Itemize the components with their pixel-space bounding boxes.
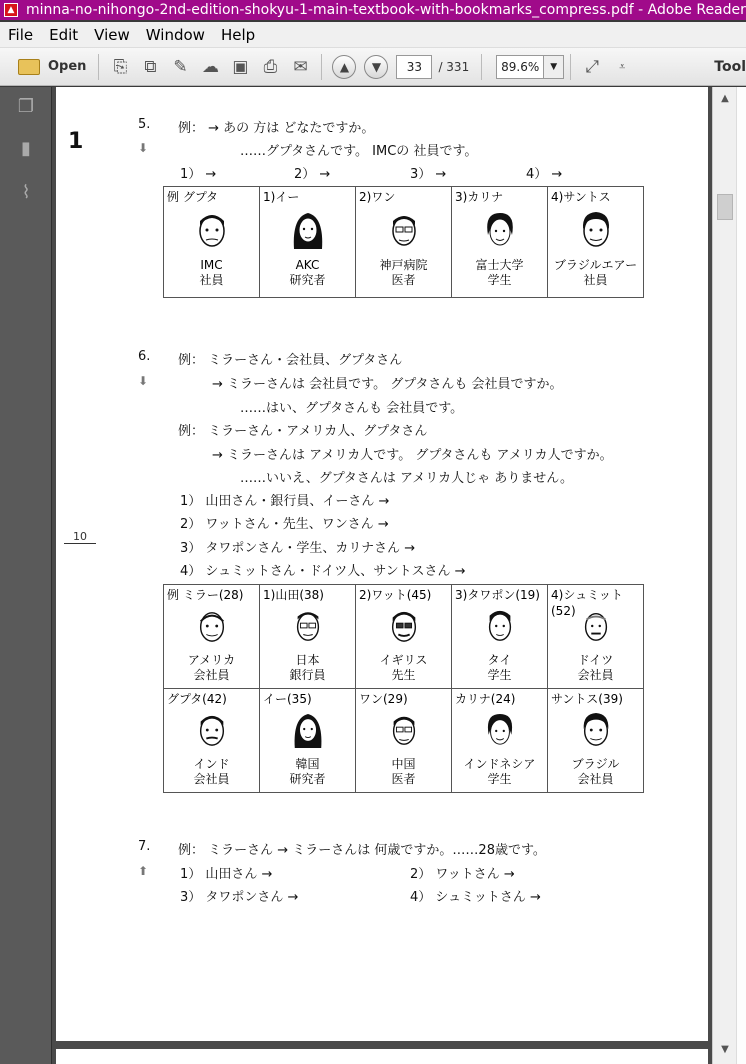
- person-portrait-icon: [480, 208, 520, 252]
- cell-line-1: 中国: [391, 757, 416, 771]
- person-portrait-icon: [577, 709, 615, 751]
- cell-head: 3)タワポン(19): [455, 588, 540, 602]
- cell-head: 3)カリナ: [455, 190, 504, 204]
- cell-head: 1)イー: [263, 190, 300, 204]
- cell-line-2: 学生: [487, 273, 512, 287]
- cell-line-2: 銀行員: [289, 668, 326, 682]
- person-cell: [548, 187, 644, 298]
- cell-line-2: 先生: [391, 668, 416, 682]
- edit-document-icon[interactable]: ✎: [173, 56, 188, 77]
- menu-window[interactable]: Window: [145, 25, 205, 44]
- page-number-input[interactable]: 33: [396, 55, 432, 79]
- cell-line-2: 研究者: [289, 772, 326, 786]
- cell-line-1: ドイツ: [577, 653, 614, 667]
- toolbar-separator: [321, 54, 322, 80]
- zoom-select[interactable]: [496, 55, 564, 79]
- person-portrait-icon: [576, 208, 616, 252]
- cell-line-2: 研究者: [289, 273, 326, 287]
- menu-help[interactable]: Help: [220, 25, 256, 44]
- scroll-down-icon[interactable]: ▼: [721, 1043, 729, 1055]
- cell-line-1: アメリカ: [187, 653, 236, 667]
- ex7-item: 3） タワポンさん →: [180, 890, 299, 905]
- cell-line-2: 医者: [391, 772, 416, 786]
- toolbar-separator: [98, 54, 99, 80]
- ex7-example-line: 例： ミラーさん → ミラーさんは 何歳ですか。……28歳です。: [178, 843, 546, 858]
- combine-files-icon[interactable]: ⧉: [144, 56, 157, 77]
- page-thumbnails-icon[interactable]: ❐: [17, 95, 35, 117]
- audio-down-icon: ⬇: [138, 141, 149, 155]
- person-cell: [548, 585, 644, 689]
- person-cell: [356, 187, 452, 298]
- ex5-prompt-3: 3） →: [410, 167, 447, 182]
- cell-line-1: ブラジル: [571, 757, 620, 771]
- cell-line-2: 会社員: [577, 772, 614, 786]
- menu-edit[interactable]: Edit: [49, 25, 79, 44]
- cell-line-1: 日本: [295, 653, 320, 667]
- person-portrait-icon: [385, 605, 423, 647]
- cell-line-1: タイ: [487, 653, 512, 667]
- person-cell: [452, 689, 548, 793]
- ex5-number: 5.: [138, 117, 151, 132]
- ex6-line: → ミラーさんは アメリカ人です。 グプタさんも アメリカ人ですか。: [212, 448, 613, 463]
- person-portrait-icon: [193, 605, 231, 647]
- lesson-number: 1: [68, 129, 84, 154]
- scroll-thumb[interactable]: [717, 194, 733, 220]
- cell-line-2: 会社員: [577, 668, 614, 682]
- ex6-line: 例： ミラーさん・会社員、グプタさん: [178, 353, 403, 368]
- menu-bar: [0, 22, 746, 48]
- cell-line-1: ブラジルエアー: [553, 258, 638, 272]
- cell-head: 4)シュミット(52): [551, 588, 623, 618]
- ex6-item: 1） 山田さん・銀行員、イーさん →: [180, 494, 390, 509]
- cell-head: 1)山田(38): [263, 588, 324, 602]
- ex6-item: 2） ワットさん・先生、ワンさん →: [180, 517, 389, 532]
- toolbar-options-icon[interactable]: ⩡: [619, 59, 626, 73]
- ex6-line: 例： ミラーさん・アメリカ人、グプタさん: [178, 424, 428, 439]
- cell-line-2: 会社員: [193, 668, 230, 682]
- cell-line-2: 学生: [487, 772, 512, 786]
- window-title: minna-no-nihongo-2nd-edition-shokyu-1-main-textbook-with-bookmarks_compress.pdf - Adobe Reader: [26, 2, 746, 18]
- person-cell: [164, 187, 260, 298]
- ex6-item: 4） シュミットさん・ドイツ人、サントスさん →: [180, 564, 466, 579]
- person-portrait-icon: [192, 208, 232, 252]
- cell-head: グプタ(42): [167, 692, 227, 706]
- cell-line-2: 社員: [583, 273, 608, 287]
- previous-page-icon[interactable]: ▲: [332, 55, 356, 79]
- cell-head: 4)サントス: [551, 190, 611, 204]
- ex7-item: 2） ワットさん →: [410, 867, 515, 882]
- cell-line-1: インド: [193, 757, 230, 771]
- audio-down-icon: ⬇: [138, 374, 149, 388]
- cell-line-2: 会社員: [193, 772, 230, 786]
- person-portrait-icon: [193, 709, 231, 751]
- person-cell: [260, 187, 356, 298]
- scroll-up-icon[interactable]: ▲: [721, 92, 729, 104]
- pdf-page: [56, 87, 708, 1041]
- cell-line-1: インドネシア: [463, 757, 536, 771]
- cell-line-1: 神戸病院: [379, 258, 428, 272]
- person-cell: [260, 689, 356, 793]
- cell-line-1: イギリス: [379, 653, 428, 667]
- ex5-people-table: [163, 186, 644, 298]
- pdf-next-page: [56, 1049, 708, 1064]
- page-number-label: 10: [64, 530, 96, 544]
- person-cell: [548, 689, 644, 793]
- person-portrait-icon: [384, 208, 424, 252]
- cell-head: 2)ワン: [359, 190, 396, 204]
- print-icon[interactable]: ⎙: [263, 56, 278, 77]
- window-title-bar: [0, 0, 746, 20]
- person-portrait-icon: [577, 605, 615, 647]
- person-cell: [164, 585, 260, 689]
- ex7-number: 7.: [138, 839, 151, 854]
- person-cell: [260, 585, 356, 689]
- toolbar: [0, 48, 746, 86]
- upload-cloud-icon[interactable]: ☁: [201, 56, 219, 77]
- toolbar-separator: [570, 54, 571, 80]
- cell-line-1: 富士大学: [475, 258, 524, 272]
- cell-head: 2)ワット(45): [359, 588, 432, 602]
- ex5-prompt-1: 1） →: [180, 167, 217, 182]
- cell-line-1: 韓国: [295, 757, 320, 771]
- chevron-down-icon[interactable]: ▼: [543, 56, 563, 78]
- person-cell: [452, 585, 548, 689]
- adobe-reader-icon: ▲: [4, 3, 18, 17]
- ex6-item: 3） タワポンさん・学生、カリナさん →: [180, 541, 416, 556]
- folder-icon: [18, 59, 40, 75]
- bookmarks-icon[interactable]: ▮: [21, 137, 31, 159]
- ex7-item: 1） 山田さん →: [180, 867, 273, 882]
- navigation-panel: [0, 87, 52, 1064]
- zoom-value: 89.6%: [501, 59, 540, 74]
- tools-pane-edge: [736, 87, 746, 1064]
- audio-up-icon: ⬆: [138, 864, 149, 878]
- menu-file[interactable]: File: [8, 25, 34, 44]
- cell-line-1: IMC: [200, 258, 223, 272]
- person-cell: [356, 689, 452, 793]
- cell-head: イー(35): [263, 692, 312, 706]
- attachments-icon[interactable]: ⌇: [21, 181, 31, 203]
- cell-line-2: 学生: [487, 668, 512, 682]
- ex6-number: 6.: [138, 349, 151, 364]
- person-portrait-icon: [385, 709, 423, 751]
- open-label: Open: [48, 59, 87, 74]
- create-pdf-icon[interactable]: ⎘: [113, 56, 128, 77]
- ex6-line: → ミラーさんは 会社員です。 グプタさんも 会社員ですか。: [212, 377, 563, 392]
- cell-head: 例 グプタ: [167, 190, 218, 204]
- toolbar-separator: [481, 54, 482, 80]
- cell-line-1: AKC: [295, 258, 320, 272]
- open-button[interactable]: [4, 53, 92, 81]
- cell-line-2: 社員: [199, 273, 224, 287]
- document-viewport[interactable]: [52, 87, 712, 1064]
- tools-button[interactable]: Tool: [714, 58, 746, 75]
- ex6-people-table: [163, 584, 644, 793]
- person-portrait-icon: [289, 605, 327, 647]
- save-icon[interactable]: ▣: [232, 56, 249, 77]
- ex6-line: ……はい、グプタさんも 会社員です。: [240, 401, 464, 416]
- vertical-scrollbar[interactable]: [712, 87, 736, 1064]
- next-page-icon[interactable]: ▼: [364, 55, 388, 79]
- fit-page-icon[interactable]: ⤢: [585, 56, 599, 77]
- person-cell: [356, 585, 452, 689]
- menu-view[interactable]: View: [94, 25, 130, 44]
- person-portrait-icon: [289, 709, 327, 751]
- ex5-prompt-2: 2） →: [294, 167, 331, 182]
- ex5-answer-line: ……グプタさんです。 IMCの 社員です。: [240, 144, 478, 159]
- cell-head: ワン(29): [359, 692, 408, 706]
- person-portrait-icon: [481, 605, 519, 647]
- person-cell: [452, 187, 548, 298]
- cell-head: 例 ミラー(28): [167, 588, 244, 602]
- person-cell: [164, 689, 260, 793]
- ex5-prompt-4: 4） →: [526, 167, 563, 182]
- cell-line-2: 医者: [391, 273, 416, 287]
- person-portrait-icon: [288, 208, 328, 252]
- ex5-example-line: 例： → あの 方は どなたですか。: [178, 121, 375, 136]
- email-icon[interactable]: ✉: [293, 56, 308, 77]
- ex6-line: ……いいえ、グプタさんは アメリカ人じゃ ありません。: [240, 471, 574, 486]
- cell-head: カリナ(24): [455, 692, 516, 706]
- cell-head: サントス(39): [551, 692, 623, 706]
- person-portrait-icon: [481, 709, 519, 751]
- ex7-item: 4） シュミットさん →: [410, 890, 541, 905]
- page-total: / 331: [438, 59, 470, 74]
